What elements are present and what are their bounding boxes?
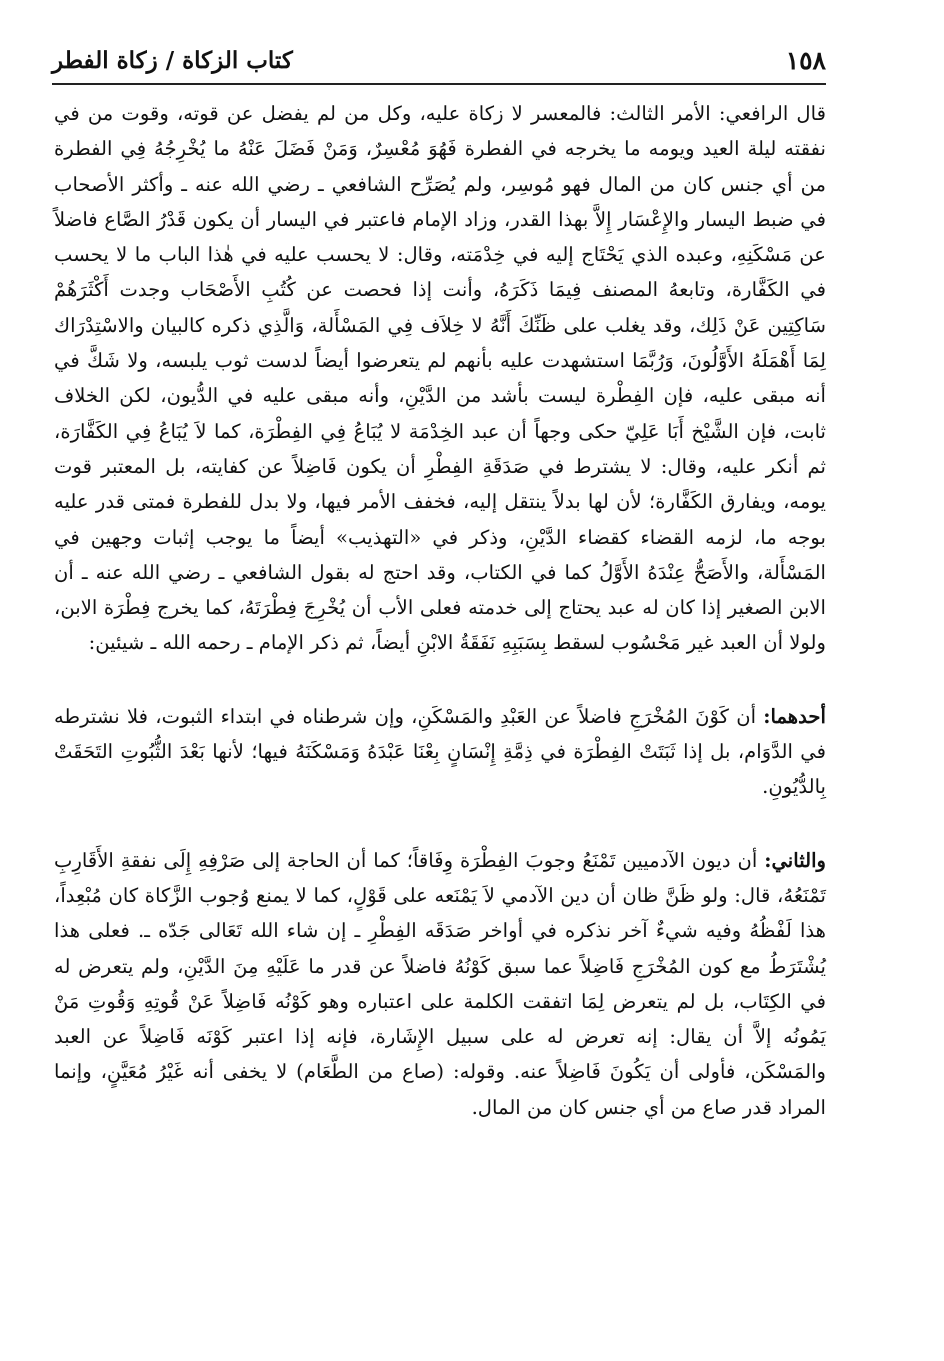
paragraph-gap [54,661,826,699]
paragraph-lead: والثاني: [764,848,826,872]
paragraph-text: قال الرافعي: الأمر الثالث: فالمعسر لا زكاة عليه، وكل من لم يفضل عن قوته، وقوت من في نفقته ليلة العيد ويومه ما يخرجه في الفطرة فَهُوَ مُعْسِرٌ، وَمَنْ فَضَلَ عَنْهُ ما يُخْرِجُهُ فِي الفطرة من أي جنس كان من المال فهو مُوسِر، ولم يُصَرِّح الشافعي ـ رضي الله عنه ـ وأكثر الأصحاب في ضبط اليسار والإِعْسَار إِلاَّ بهذا القدر، وزاد الإمام فاعتبر في اليسار أن يكون قَدْرُ الصَّاع فاضلاً عن مَسْكَنِهِ، وعبده الذي يَحْتَاج إليه في خِدْمَته، وقال: لا يحسب عليه في هٰذا الباب ما لا يحسب في الكَفَّارة، وتابعهُ المصنف فِيمَا ذَكَرَهُ، وأنت إذا فحصت عن كُتُبِ الأَصْحَاب وجدت أَكْثَرَهُمْ سَاكِتِين عَنْ ذَلِك، وقد يغلب على ظَنِّكَ أَنَّهُ لا خِلاَف فِي المَسْأَلة، وَالَّذِي ذكره كالبيان والاسْتِدْرَاك لِمَا أَهْمَلَهُ الأَوَّلُونَ، وَرُبَّمَا استشهدت عليه بأنهم لم يتعرضوا أيضاً لدست ثوب يلبسه، ولا شَكَّ في أنه مبقى عليه، فإن الفِطْرة ليست بأشد من الدَّيْنِ، وأنه مبقى عليه في الدُّيون، لكن الخلاف ثابت، فإن الشَّيْخ أَبَا عَلِيّ حكى وجهاً أن عبد الخِدْمَة لا يُبَاعُ فِي الفِطْرَة، كما لاَ يُبَاعُ فِي الكَفَّارَة، ثم أنكر عليه، وقال: لا يشترط في صَدَقَةِ الفِطْرِ أن يكون فَاضِلاً عن كفايته، بل المعتبر قوت يومه، ويفارق الكَفَّارة؛ لأن لها بدلاً ينتقل إليه، فخفف الأمر فيها، ولا بدل للفطرة فمتى قدر عليه بوجه ما، لزمه القضاء كقضاء الدَّيْنِ، وذكر في «التهذيب» أيضاً ما يوجب إثبات وجهين في المَسْأَلة، والأَصَحُّ عِنْدَهُ الأَوَّلُ كما في الكتاب، وقد احتج له بقول الشافعي ـ رضي الله عنه ـ أن الابن الصغير إذا كان له عبد يحتاج إلى خدمته فعلى الأب أن يُخْرِجَ فِطْرَتَهُ، كما يخرج فِطْرَة الابن، ولولا أن العبد غير مَحْسُوب لسقط بِسَبَبِهِ نَفَقَةُ الابْنِ أيضاً، ثم ذكر الإمام ـ رحمه الله ـ شيئين: [54,102,826,655]
header-rule [52,83,826,85]
paragraph-second-point [54,843,826,1125]
paragraph-first-point [54,699,826,805]
page-body [54,96,826,1125]
paragraph-lead: أحدهما: [763,704,826,728]
page-number: ١٥٨ [785,45,826,75]
paragraph-gap [54,805,826,843]
running-title: كتاب الزكاة / زكاة الفطر [52,46,293,74]
paragraph-text: أن ديون الآدميين تَمْنَعُ وجوبَ الفِطْرَة وِفَاقاً؛ كما أن الحاجة إلى صَرْفِهِ إِلَى نفقةِ الأَقَارِبِ تَمْنَعُهُ، قال: ولو ظَنَّ ظان أن دين الآدمي لاَ يَمْنَعه على قَوْلٍ، كما لا يمنع وُجوب الزَّكاة كان مُبْعِداً، هذا لَفْظُهُ وفيه شيءٌ آخر نذكره في أواخر صَدَقَه الفِطْرِ ـ إن شاء الله تَعَالى جَدّه ـ. فعلى هذا يُشْتَرَطُ مع كون المُخْرَجِ فَاضِلاً عما سبق كَوْنُهُ فاضلاً عن قدر ما عَلَيْهِ مِنَ الدَّيْنِ، ولم يتعرض له في الكِتَاب، بل لم يتعرض لِمَا اتفقت الكلمة على اعتباره وهو كَوْنُه فَاضِلاً عَنْ قُوتِهِ وَقُوتِ مَنْ يَمُونُه إلاَّ أن يقال: إنه تعرض له على سبيل الإِشَارة، فإنه إذا اعتبر كَوْنَه فَاضِلاً عن العبد والمَسْكَن، فأولى أن يَكُونَ فَاضِلاً عنه. وقوله: (صاع من الطَّعَام) لا يخفى أنه غَيْرُ مُعَيَّنٍ، وإنما المراد قدر صاع من أي جنس كان من المال. [54,848,826,1119]
page-header [52,38,826,82]
paragraph-rafii-quote [54,96,826,661]
paragraph-text: أن كَوْنَ المُخْرَجِ فاضلاً عن العَبْدِ والمَسْكَنِ، وإن شرطناه في ابتداء الثبوت، فلا نشترطه في الدَّوَام، بل إذا ثَبَتَتْ الفِطْرَة في ذِمَّةِ إِنْسَانٍ بِعْنَا عَبْدَهُ وَمَسْكَنَهُ فيها؛ لأنها بَعْدَ الثُّبُوتِ التَحَقَتْ بِالدُّيُونِ. [54,704,826,799]
